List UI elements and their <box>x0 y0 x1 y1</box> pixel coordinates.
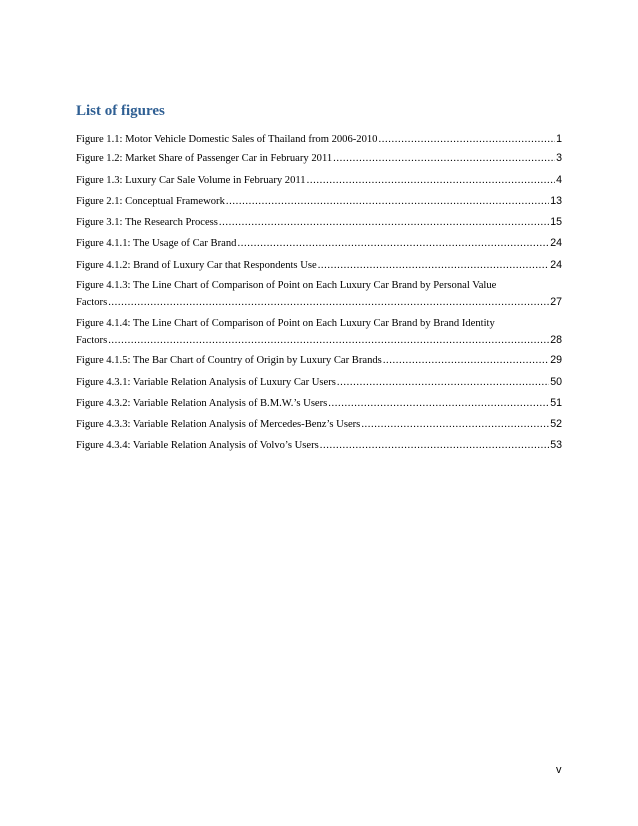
dot-leader <box>108 297 549 309</box>
dot-leader <box>237 238 549 250</box>
entry-title: Figure 4.3.1: Variable Relation Analysis of Luxury Car Users <box>76 377 336 388</box>
dot-leader <box>307 175 555 187</box>
list-item[interactable] <box>76 318 562 347</box>
list-item[interactable] <box>76 354 562 367</box>
dot-leader <box>361 419 549 431</box>
entry-page-number: 51 <box>550 397 562 409</box>
dot-leader <box>226 196 549 208</box>
dot-leader <box>219 217 549 229</box>
entry-page-number: 52 <box>550 418 562 430</box>
dot-leader <box>328 398 549 410</box>
entry-page-number: 1 <box>556 133 562 145</box>
dot-leader <box>108 335 549 347</box>
entry-page-number: 50 <box>550 376 562 388</box>
list-item[interactable] <box>76 174 562 187</box>
footer-page-number: v <box>556 764 562 776</box>
entry-title: Figure 4.3.2: Variable Relation Analysis of B.M.W.’s Users <box>76 398 328 409</box>
entry-title: Figure 4.3.4: Variable Relation Analysis of Volvo’s Users <box>76 440 319 451</box>
entry-page-number: 29 <box>550 354 562 366</box>
entry-page-number: 27 <box>550 296 562 308</box>
list-item[interactable] <box>76 439 562 452</box>
entry-title: Figure 4.3.3: Variable Relation Analysis of Mercedes-Benz’s Users <box>76 419 361 430</box>
dot-leader <box>337 377 549 389</box>
entry-page-number: 53 <box>550 439 562 451</box>
entry-title: Figure 1.2: Market Share of Passenger Car in February 2011 <box>76 153 333 164</box>
list-item[interactable] <box>76 376 562 389</box>
entry-title: Figure 4.1.5: The Bar Chart of Country of Origin by Luxury Car Brands <box>76 355 382 366</box>
entry-title: Factors <box>76 297 108 308</box>
list-item[interactable] <box>76 216 562 229</box>
list-item[interactable] <box>76 397 562 410</box>
dot-leader <box>378 134 555 146</box>
entry-page-number: 28 <box>550 334 562 346</box>
entry-title: Figure 1.1: Motor Vehicle Domestic Sales of Thailand from 2006-2010 <box>76 134 378 145</box>
entry-title: Figure 1.3: Luxury Car Sale Volume in February 2011 <box>76 175 306 186</box>
entry-title: Factors <box>76 335 108 346</box>
list-item[interactable] <box>76 259 562 272</box>
list-item[interactable] <box>76 237 562 250</box>
list-item[interactable] <box>76 418 562 431</box>
entry-title: Figure 4.1.2: Brand of Luxury Car that Respondents Use <box>76 260 317 271</box>
dot-leader <box>318 260 550 272</box>
entry-title-line-1: Figure 4.1.3: The Line Chart of Comparison of Point on Each Luxury Car Brand by Personal Value <box>76 280 497 291</box>
list-item[interactable] <box>76 152 562 165</box>
entry-page-number: 4 <box>556 174 562 186</box>
entry-title: Figure 3.1: The Research Process <box>76 217 218 228</box>
dot-leader <box>320 440 549 452</box>
entry-page-number: 15 <box>550 216 562 228</box>
dot-leader <box>333 153 555 165</box>
list-item[interactable] <box>76 195 562 208</box>
entry-page-number: 24 <box>550 237 562 249</box>
entry-page-number: 3 <box>556 152 562 164</box>
entry-page-number: 13 <box>550 195 562 207</box>
entry-page-number: 24 <box>550 259 562 271</box>
list-of-figures-heading: List of figures <box>76 103 165 119</box>
entry-title-line-1: Figure 4.1.4: The Line Chart of Comparison of Point on Each Luxury Car Brand by Brand Identity <box>76 318 495 329</box>
list-item[interactable] <box>76 133 562 146</box>
entry-title: Figure 4.1.1: The Usage of Car Brand <box>76 238 237 249</box>
dot-leader <box>383 355 549 367</box>
list-item[interactable] <box>76 280 562 309</box>
entry-title: Figure 2.1: Conceptual Framework <box>76 196 225 207</box>
